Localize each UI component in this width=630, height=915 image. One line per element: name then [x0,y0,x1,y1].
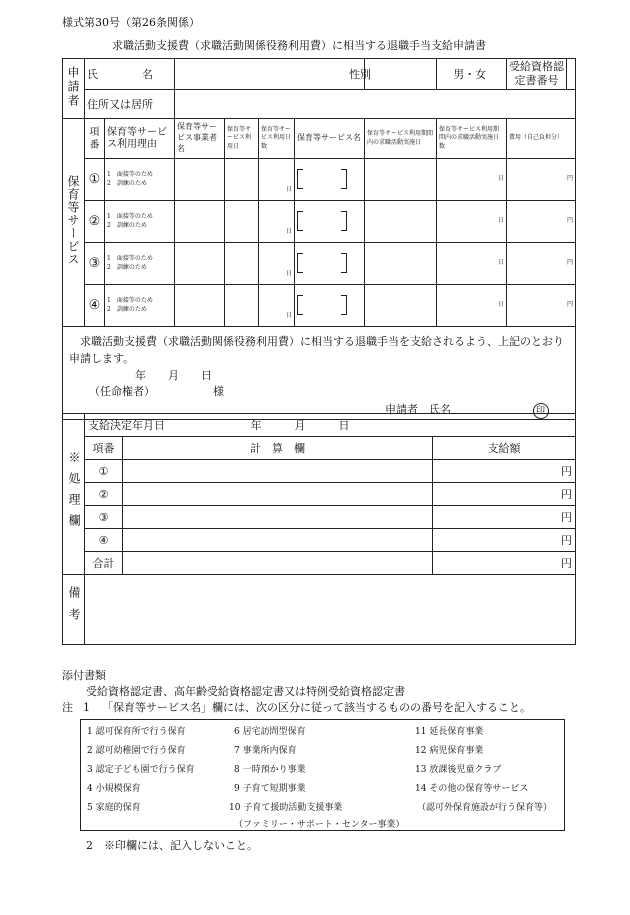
bracket-icon [297,253,347,271]
proc-row-num: ② [85,483,123,506]
reason-1: 1 面接等のため [107,255,153,263]
declaration-text: 求職活動支援費（求職活動関係役務利用費）に相当する退職手当を支給されるよう、上記のとおり申請します。 [69,335,564,365]
calc-field[interactable] [123,529,433,552]
proc-row-num: ④ [85,529,123,552]
reason-2: 2 訓練のため [107,221,147,229]
total-label: 合計 [85,552,123,575]
form-number: 様式第30号（第26条関係） [62,16,200,29]
applicant-section-label: 申請者 [63,59,85,119]
proc-row [63,460,576,483]
amount-field[interactable]: 円 [433,506,576,529]
cost-field[interactable]: 円 [507,159,576,201]
category-item: 5 家庭的保育 [87,803,141,813]
cert-number-cell[interactable] [507,59,576,90]
remarks-label: 備考 [63,575,85,645]
processing-section-label: ※処理欄 [63,414,85,575]
col-activity-days: 保育等サービス利用期間内の求職活動実施日数 [437,119,507,159]
decision-date-label: 支給決定年月日 [88,419,165,432]
activity-date-field[interactable] [365,159,437,201]
service-name-field[interactable] [295,285,365,327]
activity-days-field[interactable]: 日 [437,285,507,327]
use-days-field[interactable]: 日 [259,285,295,327]
attachments-heading: 添付書類 [62,669,106,682]
service-name-field[interactable] [295,159,365,201]
reason-1: 1 面接等のため [107,171,153,179]
proc-row-num: ③ [85,506,123,529]
decision-date-row[interactable] [85,414,576,437]
cost-field[interactable]: 円 [507,243,576,285]
applicant-signature[interactable]: 申請者 氏名 印 [385,401,569,419]
row-num: ② [85,201,105,243]
category-item: 7 事業所内保育 [234,746,297,756]
col-reason: 保育等サービス利用理由 [105,119,175,159]
proc-col-amount: 支給額 [433,437,576,460]
reason-2: 2 訓練のため [107,179,147,187]
proc-row-num: ① [85,460,123,483]
reason-field[interactable] [105,243,175,285]
name-field[interactable] [175,59,365,90]
note-1: 注 1 「保育等サービス名」欄には、次の区分に従って該当するものの番号を記入すること。 [62,701,531,714]
gender-value: 男・女 [453,68,487,81]
service-category-box [80,719,565,831]
row-num: ③ [85,243,105,285]
category-item: 12 病児保育事業 [415,746,484,756]
service-row [63,159,576,201]
reason-field[interactable] [105,159,175,201]
category-item: 8 一時預かり事業 [234,765,306,775]
col-num: 項番 [85,119,105,159]
decision-date-line: 年 月 日 [250,419,350,432]
proc-row [63,506,576,529]
col-cost: 費用（自己負担分） [507,119,576,159]
row-num: ① [85,159,105,201]
proc-col-calc: 計 算 欄 [123,437,433,460]
activity-date-field[interactable] [365,243,437,285]
row-num: ④ [85,285,105,327]
amount-field[interactable]: 円 [433,529,576,552]
bracket-icon [297,169,347,187]
use-date-field[interactable] [225,243,259,285]
service-row [63,201,576,243]
provider-field[interactable] [175,159,225,201]
use-date-field[interactable] [225,159,259,201]
calc-field[interactable] [123,506,433,529]
attachments-text: 受給資格認定書、高年齢受給資格認定書又は特例受給資格認定書 [86,685,405,698]
service-row [63,285,576,327]
remarks-field[interactable] [85,575,576,645]
proc-total-row [63,552,576,575]
proc-row [63,529,576,552]
activity-date-field[interactable] [365,201,437,243]
amount-field[interactable]: 円 [433,483,576,506]
category-item: 11 延長保育事業 [415,727,484,737]
activity-days-field[interactable]: 日 [437,243,507,285]
gender-label: 性別 [365,59,437,90]
name-label: 氏 名 [85,59,175,90]
category-item: （認可外保育施設が行う保育等） [417,803,553,813]
bracket-icon [297,295,347,313]
note-2: 2 ※印欄には、記入しないこと。 [86,839,258,852]
col-use-date: 保育等サービス利用日 [225,119,259,159]
activity-date-field[interactable] [365,285,437,327]
activity-days-field[interactable]: 日 [437,159,507,201]
col-use-days: 保育等サービス利用日数 [259,119,295,159]
category-item: 1 認可保育所で行う保育 [87,727,186,737]
processing-table [62,413,576,645]
use-days-field[interactable]: 日 [259,159,295,201]
seal-icon: 印 [533,403,549,419]
page-title: 求職活動支援費（求職活動関係役務利用費）に相当する退職手当支給申請書 [112,39,486,52]
declaration-box [63,327,576,420]
proc-row [63,483,576,506]
service-name-field[interactable] [295,243,365,285]
reason-2: 2 訓練のため [107,263,147,271]
col-activity-date: 保育等サービス利用期間内の求職活動実施日 [365,119,437,159]
category-item: 9 子育て短期事業 [234,784,306,794]
use-date-field[interactable] [225,285,259,327]
amount-field[interactable]: 円 [433,460,576,483]
reason-1: 1 面接等のため [107,213,153,221]
appointer-line: （任命権者） 様 [89,385,224,398]
use-date-field[interactable] [225,201,259,243]
declaration-date[interactable]: 年 月 日 [135,369,212,382]
col-provider: 保育等サービス事業者名 [175,119,225,159]
col-service-name: 保育等サービス名 [295,119,365,159]
use-days-field[interactable]: 日 [259,201,295,243]
category-item: 3 認定子ども園で行う保育 [87,765,195,775]
category-item: （ファミリー・サポート・センター事業） [234,820,405,830]
reason-2: 2 訓練のため [107,305,147,313]
use-days-field[interactable]: 日 [259,243,295,285]
reason-field[interactable] [105,285,175,327]
service-name-field[interactable] [295,201,365,243]
category-item: 10 子育て援助活動支援事業 [229,803,343,813]
application-table [62,58,576,420]
service-section-label: 保育等サービス [63,119,85,327]
reason-1: 1 面接等のため [107,297,153,305]
category-item: 4 小規模保育 [87,784,141,794]
cost-field[interactable]: 円 [507,201,576,243]
activity-days-field[interactable]: 日 [437,201,507,243]
provider-field[interactable] [175,201,225,243]
provider-field[interactable] [175,243,225,285]
address-label: 住所又は居所 [85,90,175,119]
address-field[interactable] [175,90,576,119]
category-item: 14 その他の保育等サービス [415,784,529,794]
calc-field[interactable] [123,483,433,506]
calc-field[interactable] [123,460,433,483]
category-item: 2 認可幼稚園で行う保育 [87,746,186,756]
total-calc-field[interactable] [123,552,433,575]
provider-field[interactable] [175,285,225,327]
reason-field[interactable] [105,201,175,243]
cost-field[interactable]: 円 [507,285,576,327]
gender-field[interactable] [437,59,507,90]
category-item: 13 放課後児童クラブ [415,765,502,775]
cert-number-label: 受給資格認定書番号 [507,59,567,89]
proc-col-num: 項番 [85,437,123,460]
bracket-icon [297,211,347,229]
total-amount-field[interactable]: 円 [433,552,576,575]
category-item: 6 居宅訪問型保育 [234,727,306,737]
service-row [63,243,576,285]
